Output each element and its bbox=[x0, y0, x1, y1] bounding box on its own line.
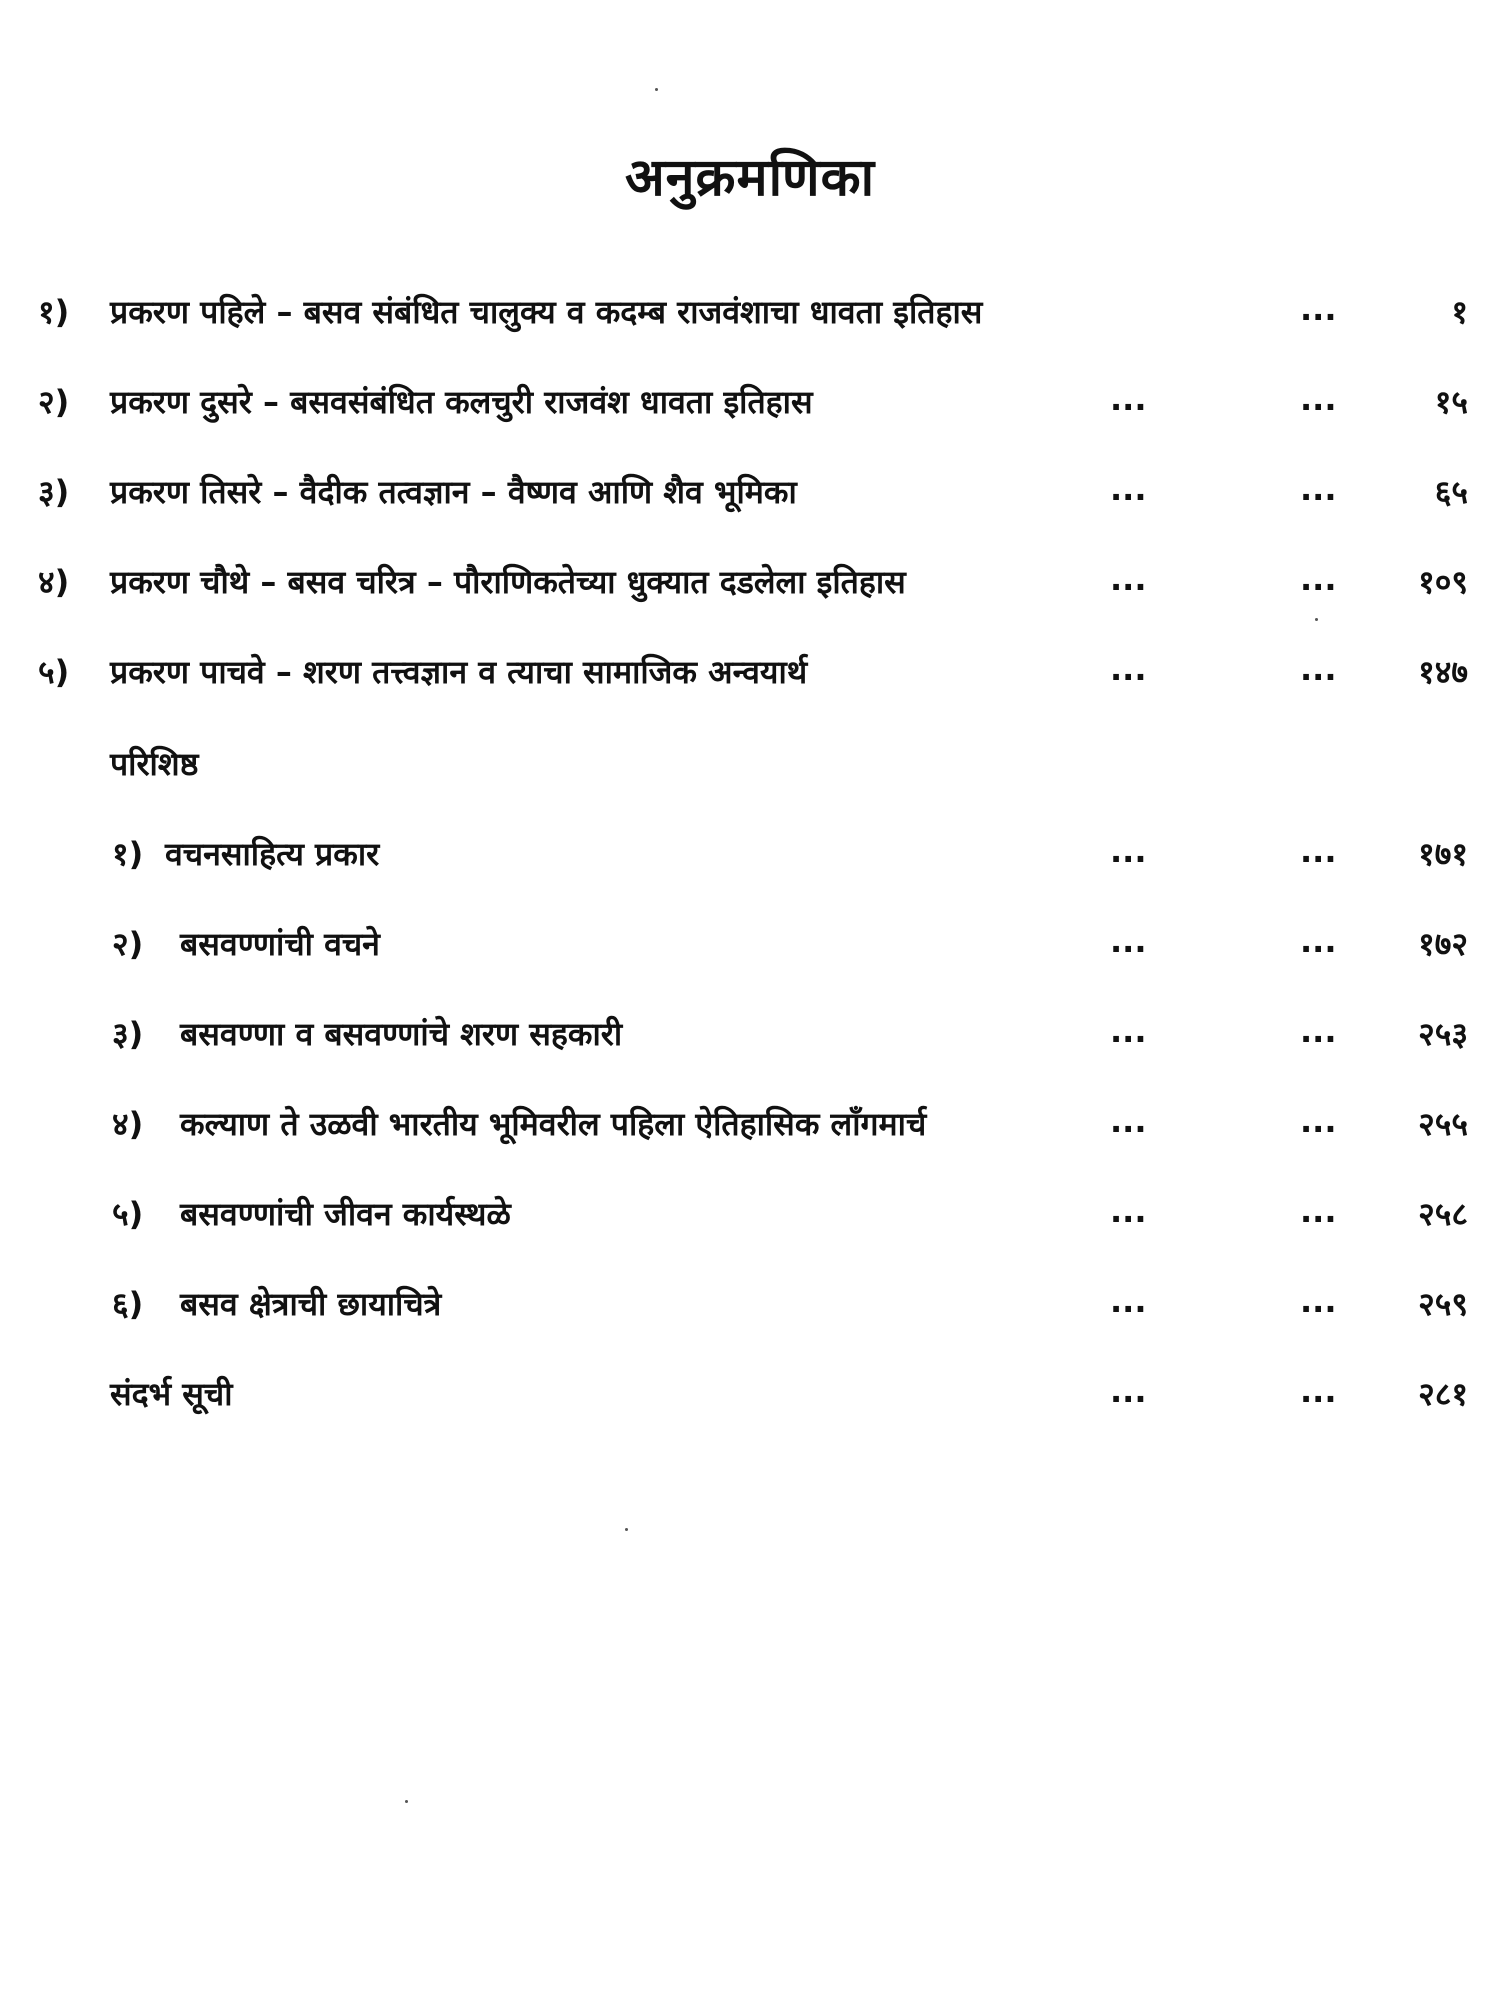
entry-title: बसवण्णा व बसवण्णांचे शरण सहकारी bbox=[180, 1015, 623, 1053]
entry-number: ५) bbox=[112, 1195, 144, 1233]
entry-number: २) bbox=[38, 383, 70, 421]
entry-number: ३) bbox=[38, 473, 70, 511]
entry-page-number: २५८ bbox=[1418, 1195, 1468, 1233]
dot-leader: ... bbox=[1110, 1192, 1147, 1230]
entry-page-number: १४७ bbox=[1418, 653, 1468, 691]
entry-page-number: २५३ bbox=[1418, 1015, 1468, 1053]
toc-entry bbox=[0, 1002, 1500, 1062]
scan-speck bbox=[405, 1800, 408, 1803]
entry-page-number: ६५ bbox=[1434, 473, 1468, 511]
entry-title: बसवण्णांची वचने bbox=[180, 925, 380, 963]
entry-title: बसव क्षेत्राची छायाचित्रे bbox=[180, 1285, 442, 1323]
entry-title: कल्याण ते उळवी भारतीय भूमिवरील पहिला ऐतिहासिक लाँगमार्च bbox=[180, 1105, 927, 1143]
toc-entry bbox=[0, 640, 1500, 700]
appendix-heading-row bbox=[0, 732, 1500, 792]
entry-number: २) bbox=[112, 925, 144, 963]
entry-page-number: १०९ bbox=[1418, 563, 1468, 601]
entry-title: प्रकरण दुसरे – बसवसंबंधित कलचुरी राजवंश धावता इतिहास bbox=[110, 383, 813, 421]
page-title: अनुक्रमणिका bbox=[624, 147, 876, 208]
entry-number: १) bbox=[112, 835, 144, 873]
dot-leader: ... bbox=[1300, 1372, 1337, 1410]
toc-entry bbox=[0, 460, 1500, 520]
entry-page-number: २५९ bbox=[1418, 1285, 1468, 1323]
entry-title: प्रकरण पाचवे – शरण तत्त्वज्ञान व त्याचा सामाजिक अन्वयार्थ bbox=[110, 653, 808, 691]
toc-entry bbox=[0, 822, 1500, 882]
entry-number: ३) bbox=[112, 1015, 144, 1053]
scan-speck bbox=[1315, 618, 1318, 621]
toc-entry bbox=[0, 280, 1500, 340]
dot-leader: ... bbox=[1110, 1012, 1147, 1050]
toc-entry bbox=[0, 1272, 1500, 1332]
toc-entry bbox=[0, 912, 1500, 972]
dot-leader: ... bbox=[1300, 560, 1337, 598]
dot-leader: ... bbox=[1110, 1372, 1147, 1410]
entry-title: प्रकरण चौथे – बसव चरित्र – पौराणिकतेच्या धुक्यात दडलेला इतिहास bbox=[110, 563, 906, 601]
scan-speck bbox=[655, 88, 658, 91]
dot-leader: ... bbox=[1110, 560, 1147, 598]
scan-speck bbox=[625, 1528, 628, 1531]
dot-leader: ... bbox=[1110, 380, 1147, 418]
dot-leader: ... bbox=[1110, 1102, 1147, 1140]
toc-entry bbox=[0, 550, 1500, 610]
entry-title: बसवण्णांची जीवन कार्यस्थळे bbox=[180, 1195, 511, 1233]
entry-number: ४) bbox=[38, 563, 70, 601]
dot-leader: ... bbox=[1110, 832, 1147, 870]
dot-leader: ... bbox=[1300, 922, 1337, 960]
dot-leader: ... bbox=[1300, 380, 1337, 418]
dot-leader: ... bbox=[1300, 1192, 1337, 1230]
toc-entry bbox=[0, 1092, 1500, 1152]
dot-leader: ... bbox=[1300, 290, 1337, 328]
entry-title: प्रकरण तिसरे – वैदीक तत्वज्ञान – वैष्णव आणि शैव भूमिका bbox=[110, 473, 797, 511]
entry-page-number: १ bbox=[1451, 293, 1468, 331]
dot-leader: ... bbox=[1110, 922, 1147, 960]
entry-page-number: १७२ bbox=[1418, 925, 1468, 963]
dot-leader: ... bbox=[1300, 1012, 1337, 1050]
dot-leader: ... bbox=[1300, 832, 1337, 870]
entry-page-number: २५५ bbox=[1418, 1105, 1468, 1143]
entry-number: १) bbox=[38, 293, 70, 331]
entry-number: ५) bbox=[38, 653, 70, 691]
entry-page-number: १७१ bbox=[1418, 835, 1468, 873]
appendix-heading: परिशिष्ठ bbox=[110, 745, 199, 783]
entry-number: ४) bbox=[112, 1105, 144, 1143]
dot-leader: ... bbox=[1300, 1102, 1337, 1140]
dot-leader: ... bbox=[1110, 650, 1147, 688]
entry-number: ६) bbox=[112, 1285, 144, 1323]
toc-entry bbox=[0, 1362, 1500, 1422]
toc-entry bbox=[0, 1182, 1500, 1242]
dot-leader: ... bbox=[1300, 1282, 1337, 1320]
toc-entry bbox=[0, 370, 1500, 430]
dot-leader: ... bbox=[1110, 1282, 1147, 1320]
entry-title: वचनसाहित्य प्रकार bbox=[165, 835, 380, 873]
entry-page-number: १५ bbox=[1434, 383, 1468, 421]
dot-leader: ... bbox=[1300, 470, 1337, 508]
entry-page-number: २८१ bbox=[1418, 1375, 1468, 1413]
entry-title: संदर्भ सूची bbox=[110, 1375, 233, 1413]
entry-title: प्रकरण पहिले – बसव संबंधित चालुक्य व कदम्ब राजवंशाचा धावता इतिहास bbox=[110, 293, 983, 331]
dot-leader: ... bbox=[1300, 650, 1337, 688]
dot-leader: ... bbox=[1110, 470, 1147, 508]
